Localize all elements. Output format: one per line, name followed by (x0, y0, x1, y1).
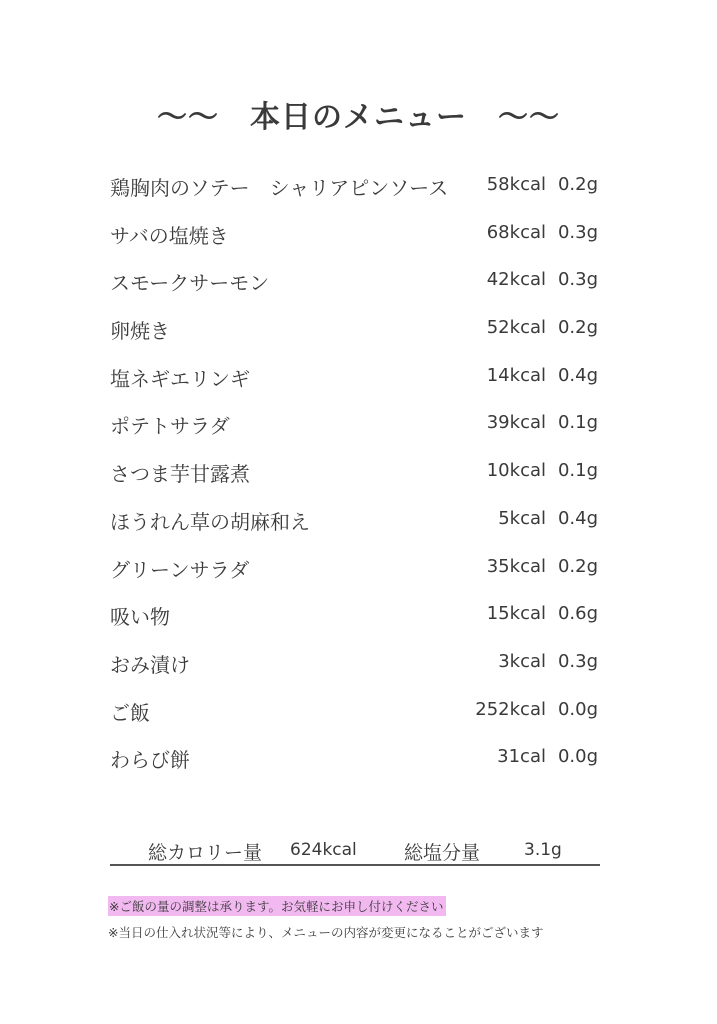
menu-item-calories: 39kcal (486, 412, 546, 434)
menu-change-disclaimer: ※当日の仕入れ状況等により、メニューの内容が変更になることがございます (108, 925, 544, 940)
menu-item (110, 168, 610, 216)
totals-row (110, 836, 600, 866)
menu-item-calories: 14kcal (486, 364, 546, 386)
menu-item-calories: 42kcal (486, 269, 546, 291)
menu-item-calories: 35kcal (486, 555, 546, 577)
menu-item-calories: 252kcal (475, 698, 546, 720)
menu-item (110, 454, 610, 502)
menu-item-salt: 0.1g (557, 412, 598, 434)
menu-item-calories: 5kcal (498, 507, 546, 529)
total-salt-label: 総塩分量 (404, 842, 481, 864)
menu-item-name: グリーンサラダ (110, 557, 250, 582)
menu-item-salt: 0.1g (557, 460, 598, 482)
menu-item-calories: 15kcal (486, 603, 546, 625)
menu-item (110, 740, 610, 788)
menu-item (110, 645, 610, 693)
menu-item (110, 550, 610, 598)
menu-item-name: さつま芋甘露煮 (110, 462, 250, 487)
menu-item-calories: 68kcal (486, 221, 546, 243)
menu-item-salt: 0.2g (557, 174, 598, 195)
menu-item (110, 502, 610, 550)
menu-item-name: ポテトサラダ (110, 414, 230, 439)
menu-item (110, 597, 610, 645)
menu-item (110, 406, 610, 454)
menu-item-name: 鶏胸肉のソテー シャリアピンソース (110, 176, 449, 200)
menu-item-salt: 0.2g (557, 555, 598, 577)
total-calorie-value: 624kcal (290, 840, 357, 860)
total-calorie-label: 総カロリー量 (148, 842, 263, 864)
menu-item-calories: 3kcal (498, 650, 546, 672)
menu-item-salt: 0.0g (557, 746, 598, 768)
total-salt-value: 3.1g (524, 840, 562, 860)
menu-item (110, 693, 610, 741)
menu-item-salt: 0.0g (557, 698, 598, 720)
menu-item-salt: 0.3g (557, 221, 598, 243)
menu-item-calories: 52kcal (486, 317, 546, 339)
menu-item-calories: 31cal (497, 746, 546, 768)
menu-item-salt: 0.6g (557, 603, 598, 625)
menu-item-name: スモークサーモン (110, 271, 270, 296)
menu-item-name: 吸い物 (110, 605, 170, 630)
menu-item-salt: 0.4g (557, 364, 598, 386)
menu-item (110, 359, 610, 407)
menu-item (110, 216, 610, 264)
menu-list (110, 168, 610, 788)
menu-item-calories: 58kcal (486, 174, 546, 195)
menu-item-name: ご飯 (110, 700, 150, 725)
menu-item (110, 311, 610, 359)
menu-item-salt: 0.4g (557, 507, 598, 529)
menu-item (110, 263, 610, 311)
menu-item-salt: 0.3g (557, 269, 598, 291)
menu-item-name: わらび餅 (110, 748, 190, 773)
menu-item-salt: 0.3g (557, 650, 598, 672)
rice-adjustment-note: ※ご飯の量の調整は承ります。お気軽にお申し付けください (108, 896, 446, 916)
menu-item-calories: 10kcal (486, 460, 546, 482)
menu-item-name: サバの塩焼き (110, 223, 229, 248)
menu-item-name: 塩ネギエリンギ (110, 366, 250, 391)
page-title: 〜〜 本日のメニュー 〜〜 (157, 100, 560, 135)
menu-item-name: おみ漬け (110, 652, 190, 677)
menu-item-name: ほうれん草の胡麻和え (110, 509, 310, 534)
menu-item-salt: 0.2g (557, 317, 598, 339)
menu-item-name: 卵焼き (110, 319, 170, 344)
